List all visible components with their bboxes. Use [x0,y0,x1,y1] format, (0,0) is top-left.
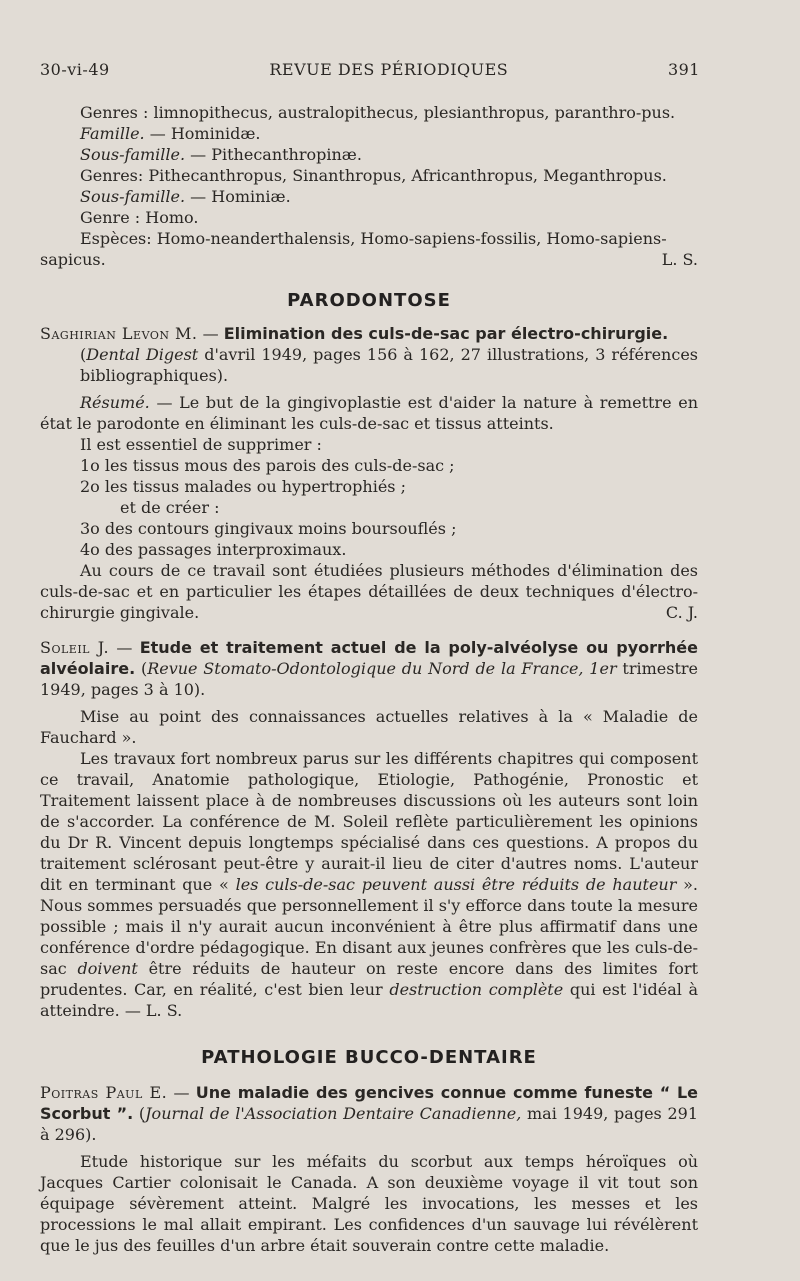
article-2-dash: — [109,638,140,657]
para2-part-d: qui est l'idéal à atteindre. — L. S. [40,980,699,1020]
article-3-title: Une maladie des gencives connue comme funeste “ Le Scorbut ”. [40,1083,699,1123]
list-item-3: 3o des contours gingivaux moins boursouflés ; [80,519,457,538]
famille-line [40,123,698,144]
article-2-source-rest: trimestre 1949, pages 3 à 10). [40,659,698,699]
especes-line: Espèces: Homo-neanderthalensis, Homo-sapiens-fossilis, Homo-sapiens- [80,229,667,248]
article-1-resume [40,392,698,434]
article-1-conclusion [40,560,698,623]
sous-famille-line-2 [40,186,698,207]
section-heading-pathologie: PATHOLOGIE BUCCO-DENTAIRE [201,1047,537,1068]
para2-doivent: doivent [77,959,138,978]
para2-destruction: destruction complète [389,980,564,999]
article-1-dash: — [197,324,224,343]
famille-label: Famille. [80,124,145,143]
article-1-title: Elimination des culs-de-sac par électro-chirurgie. [223,324,669,343]
conclusion-text: Au cours de ce travail sont étudiées plusieurs méthodes d'élimination des culs-de-sac et en particulier les étapes détaillées de deux techniques d'électro-chirurgie gingivale. [40,561,698,622]
genres-line-2: Genres: Pithecanthropus, Sinanthropus, Africanthropus, Meganthropus. [80,166,667,185]
especes-end: sapicus. [40,250,106,269]
especes-end-line [40,249,698,270]
article-2-title: Etude et traitement actuel de la poly-alvéolyse ou pyorrhée alvéolaire. [40,638,698,678]
article-3-journal: Journal de l'Association Dentaire Canadienne, [145,1104,522,1123]
page-number: 391 [667,60,700,79]
para2-part-c: être réduits de hauteur on reste encore dans des limites fort prudentes. Car, en réalité, c'est bien leur [40,959,698,999]
article-1-source-rest: d'avril 1949, pages 156 à 162, 27 illustrations, 3 références bibliographiques). [80,345,699,385]
article-2-author: Soleil J. [40,638,110,657]
et-creer-line: et de créer : [120,498,220,517]
article-1-journal: Dental Digest [86,345,199,364]
resume-label: Résumé. [80,393,150,412]
list-item-4: 4o des passages interproximaux. [80,540,347,559]
section-heading-parodontose: PARODONTOSE [287,290,451,311]
list-item-1: 1o les tissus mous des parois des culs-de-sac ; [80,456,455,475]
header-date: 30-vi-49 [40,60,110,79]
para2-part-b: ». Nous sommes persuadés que personnellement il s'y efforce dans toute la mesure possible ; mais il n'y aurait aucun inconvénient à être plus affirmatif dans une conférence d'ordre pédagogique. En disant aux jeunes confrères que les culs-de-sac [40,875,699,978]
running-head [40,60,700,79]
article-2-citation [40,637,698,700]
header-title: REVUE DES PÉRIODIQUES [269,60,509,79]
list-item-2: 2o les tissus malades ou hypertrophiés ; [80,477,406,496]
resume-text: — Le but de la gingivoplastie est d'aider la nature à remettre en état le parodonte en éliminant les culs-de-sac et tissus atteints. [40,393,698,433]
article-3-paren: ( [138,1104,146,1123]
article-3-author: Poitras Paul E. [40,1083,168,1102]
sous-famille-value: — Pithecanthropinæ. [185,145,362,164]
signature-cj: C. J. [665,603,698,622]
page-content [40,102,698,1256]
article-3-source-rest: mai 1949, pages 291 à 296). [40,1104,699,1144]
article-1-author: Saghirian Levon M. [40,324,198,343]
genres-line: Genres : limnopithecus, australopithecus, plesianthropus, paranthro-pus. [80,103,676,122]
sous-famille-value-2: — Hominiæ. [185,187,291,206]
article-2-para-1: Mise au point des connaissances actuelles relatives à la « Maladie de Fauchard ». [40,707,698,747]
article-2-para-2 [40,748,698,1021]
article-1-source [40,344,698,386]
article-2-journal: Revue Stomato-Odontologique du Nord de la France, 1er [147,659,617,678]
essentiel-line: Il est essentiel de supprimer : [80,435,322,454]
famille-value: Hominidæ. [170,124,261,143]
source-open-paren: ( [80,345,87,364]
famille-dash: — [144,124,171,143]
article-3-dash: — [167,1083,196,1102]
sous-famille-label-2: Sous-famille. [80,187,186,206]
signature-ls: L. S. [661,250,698,269]
para2-part-a: Les travaux fort nombreux parus sur les différents chapitres qui composent ce travail, Anatomie pathologique, Etiologie, Pathogénie, Pronostic et Traitement laissent place à de nombreuses discussions où les auteurs sont loin de s'accorder. La conférence de M. Soleil reflète particulièrement les opinions du Dr R. Vincent depuis longtemps spécialisé dans ces questions. A propos du traitement sclérosant peut-être y aurait-il lieu de citer d'autres noms. L'auteur dit en terminant que « [40,749,698,894]
article-3-citation [40,1082,698,1145]
article-1-citation [40,323,698,344]
para2-quote: les culs-de-sac peuvent aussi être réduits de hauteur [235,875,677,894]
article-3-para: Etude historique sur les méfaits du scorbut aux temps héroïques où Jacques Cartier colonisait le Canada. A son deuxième voyage il vit tout son équipage sévèrement atteint. Malgré les invocations, les messes et les processions le mal allait empirant. Les confidences d'un sauvage lui révélèrent que le jus des feuilles d'un arbre était souverain contre cette maladie. [40,1152,698,1255]
genre-line: Genre : Homo. [80,208,199,227]
sous-famille-line [40,144,698,165]
sous-famille-label: Sous-famille. [80,145,186,164]
article-2-paren: ( [140,659,148,678]
